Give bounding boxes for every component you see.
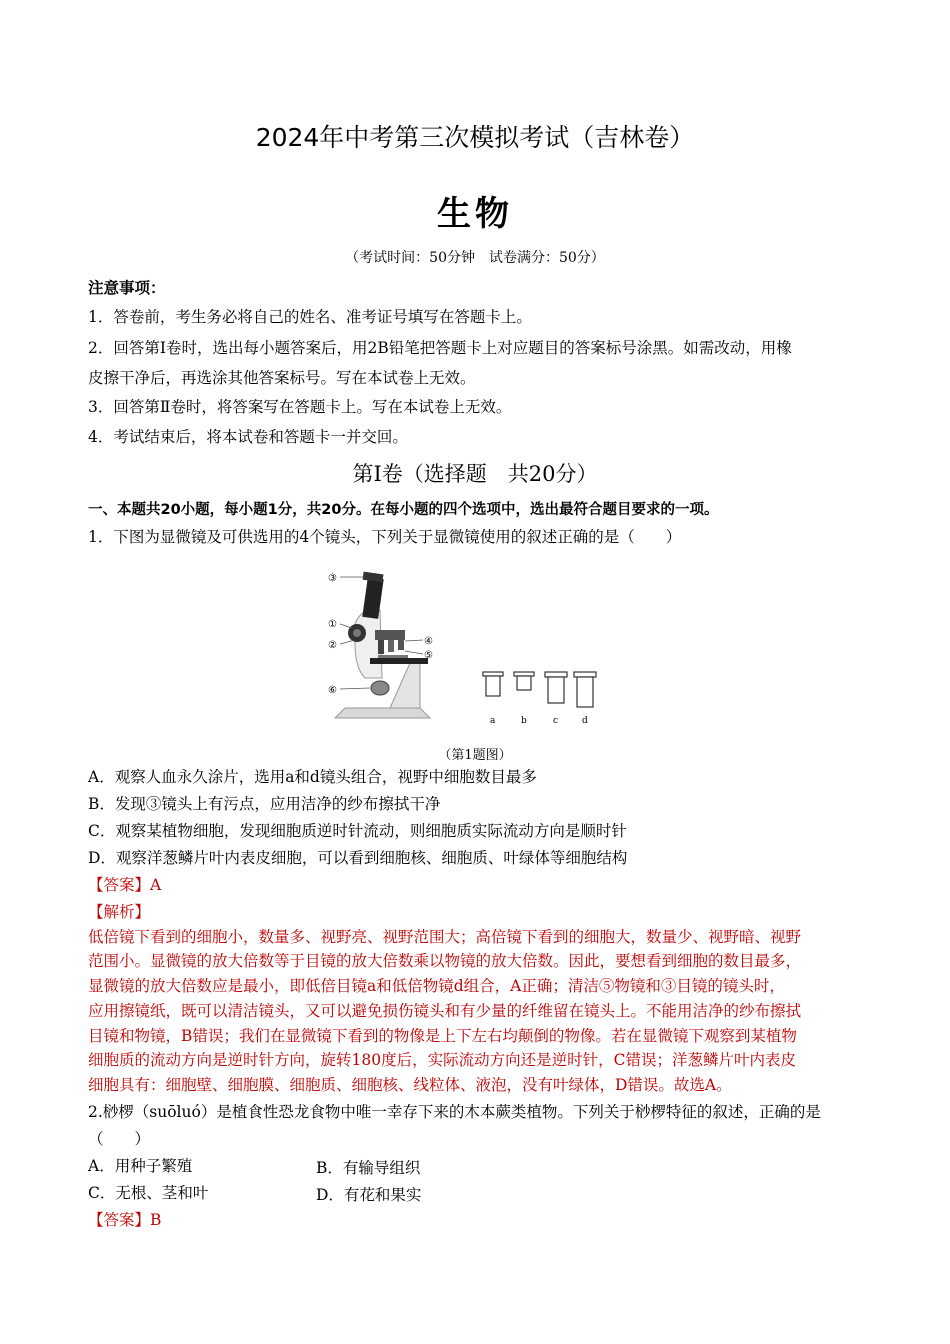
analysis-line: 细胞具有：细胞壁、细胞膜、细胞质、细胞核、线粒体、液泡，没有叶绿体，D错误。故选A。 [88,1076,732,1094]
question-1-stem: 1．下图为显微镜及可供选用的4个镜头，下列关于显微镜使用的叙述正确的是（ ） [88,528,682,546]
analysis-line: 低倍镜下看到的细胞小，数量多、视野亮、视野范围大；高倍镜下看到的细胞大，数量少、视野暗、视野 [88,928,802,946]
question-1-answer: 【答案】A [88,876,162,894]
question-2-stem-cont: （ ） [88,1130,151,1148]
analysis-line: 应用擦镜纸，既可以清洁镜头，又可以避免损伤镜头和有少量的纤维留在镜头上。不能用洁净的纱布擦拭 [88,1002,802,1020]
analysis-line: 显微镜的放大倍数应是最小，即低倍目镜a和低倍物镜d组合，A正确；清洁⑤物镜和③目镜的镜头时， [88,977,785,995]
question-2-option-c: C．无根、茎和叶 [88,1184,209,1202]
analysis-line: 范围小。显微镜的放大倍数等于目镜的放大倍数乘以物镜的放大倍数。因此，要想看到细胞的数目最多， [88,952,802,970]
question-1-option-c: C．观察某植物细胞，发现细胞质逆时针流动，则细胞质实际流动方向是顺时针 [88,822,627,840]
section-title: 第Ⅰ卷（选择题 共20分） [352,462,598,486]
lens-label-c: c [553,716,559,726]
figure-label-3: ③ [328,573,337,584]
question-2-option-d: D．有花和果实 [316,1186,422,1204]
figure-label-2: ② [328,640,337,651]
question-2-answer: 【答案】B [88,1211,162,1229]
question-2-option-b: B．有输导组织 [316,1159,421,1177]
question-2-option-a: A．用种子繁殖 [88,1157,193,1175]
figure-label-5: ⑤ [424,650,433,661]
figure-label-1: ① [328,619,337,630]
exam-info: （考试时间：50分钟 试卷满分：50分） [345,250,605,266]
figure-caption: （第1题图） [438,748,512,763]
figure-label-4: ④ [424,636,433,647]
analysis-line: 细胞质的流动方向是逆时针方向，旋转180度后，实际流动方向还是逆时针，C错误；洋葱鳞片叶内表皮 [88,1051,796,1069]
section-instruction: 一、本题共20小题，每小题1分，共20分。在每小题的四个选项中，选出最符合题目要求的一项。 [88,502,719,518]
lens-label-a: a [490,716,496,726]
lens-label-b: b [521,716,527,726]
note-item: 1．答卷前，考生务必将自己的姓名、准考证号填写在答题卡上。 [88,308,532,326]
question-2-stem: 2.桫椤（suōluó）是植食性恐龙食物中唯一幸存下来的木本蕨类植物。下列关于桫椤特征的叙述，正确的是 [88,1103,821,1121]
note-item: 3．回答第Ⅱ卷时，将答案写在答题卡上。写在本试卷上无效。 [88,398,512,416]
figure-label-6: ⑥ [328,685,337,696]
notes-heading: 注意事项： [88,279,166,297]
microscope-figure [320,568,620,728]
analysis-line: 目镜和物镜，B错误；我们在显微镜下看到的物像是上下左右均颠倒的物像。若在显微镜下观察到某植物 [88,1027,797,1045]
note-item: 4．考试结束后，将本试卷和答题卡一并交回。 [88,428,408,446]
question-1-option-b: B．发现③镜头上有污点，应用洁净的纱布擦拭干净 [88,795,441,813]
lens-label-d: d [582,716,588,726]
subject-title: 生物 [437,194,513,234]
question-1-analysis-label: 【解析】 [88,903,151,921]
question-1-option-d: D．观察洋葱鳞片叶内表皮细胞，可以看到细胞核、细胞质、叶绿体等细胞结构 [88,849,628,867]
page-title: 2024年中考第三次模拟考试（吉林卷） [255,123,695,152]
question-1-option-a: A．观察人血永久涂片，选用a和d镜头组合，视野中细胞数目最多 [88,768,537,786]
note-item: 2．回答第Ⅰ卷时，选出每小题答案后，用2B铅笔把答题卡上对应题目的答案标号涂黑。如需改动，用橡 [88,339,792,357]
note-item: 皮擦干净后，再选涂其他答案标号。写在本试卷上无效。 [88,369,476,387]
